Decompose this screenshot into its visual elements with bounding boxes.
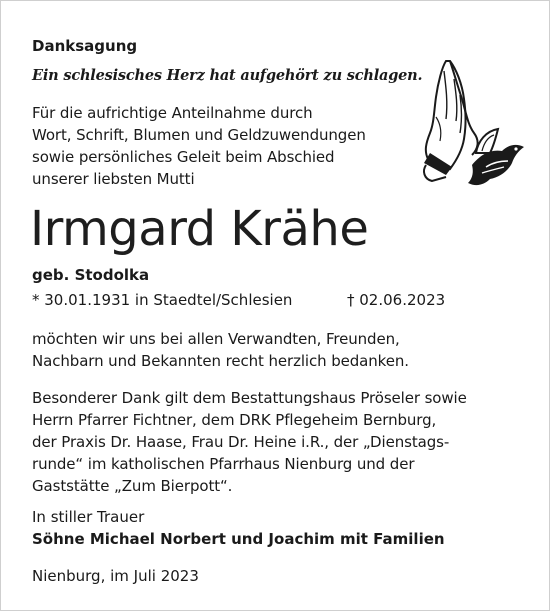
death-date: † 02.06.2023 <box>347 291 446 309</box>
thanks-paragraph-continued <box>32 328 409 372</box>
place-date: Nienburg, im Juli 2023 <box>32 567 199 585</box>
text-line: runde“ im katholischen Pfarrhaus Nienburg und der <box>32 455 415 473</box>
thanks-paragraph <box>32 102 366 190</box>
text-line: Herrn Pfarrer Fichtner, dem DRK Pflegeheim Bernburg, <box>32 411 437 429</box>
thanks-line: sowie persönliches Geleit beim Abschied <box>32 148 335 166</box>
notice-heading: Danksagung <box>32 37 138 55</box>
thanks-line: Für die aufrichtige Anteilnahme durch <box>32 104 313 122</box>
text-line: der Praxis Dr. Haase, Frau Dr. Heine i.R., der „Dienstags- <box>32 433 450 451</box>
thanks-line: Wort, Schrift, Blumen und Geldzuwendungen <box>32 126 366 144</box>
life-dates <box>32 291 446 309</box>
special-thanks-paragraph <box>32 387 467 497</box>
thanks-line: unserer liebsten Mutti <box>32 170 195 188</box>
text-line: Gaststätte „Zum Bierpott“. <box>32 477 233 495</box>
motto: Ein schlesisches Herz hat aufgehört zu schlagen. <box>32 67 423 84</box>
birth-date: * 30.01.1931 in Staedtel/Schlesien <box>32 291 293 309</box>
maiden-name: geb. Stodolka <box>32 266 150 284</box>
deceased-name: Irmgard Krähe <box>30 201 369 257</box>
mourners: Söhne Michael Norbert und Joachim mit Familien <box>32 530 445 548</box>
mourning-line: In stiller Trauer <box>32 508 145 526</box>
text-line: möchten wir uns bei allen Verwandten, Freunden, <box>32 330 400 348</box>
text-line: Besonderer Dank gilt dem Bestattungshaus Pröseler sowie <box>32 389 467 407</box>
praying-hands-icon <box>416 57 528 193</box>
text-line: Nachbarn und Bekannten recht herzlich bedanken. <box>32 352 409 370</box>
